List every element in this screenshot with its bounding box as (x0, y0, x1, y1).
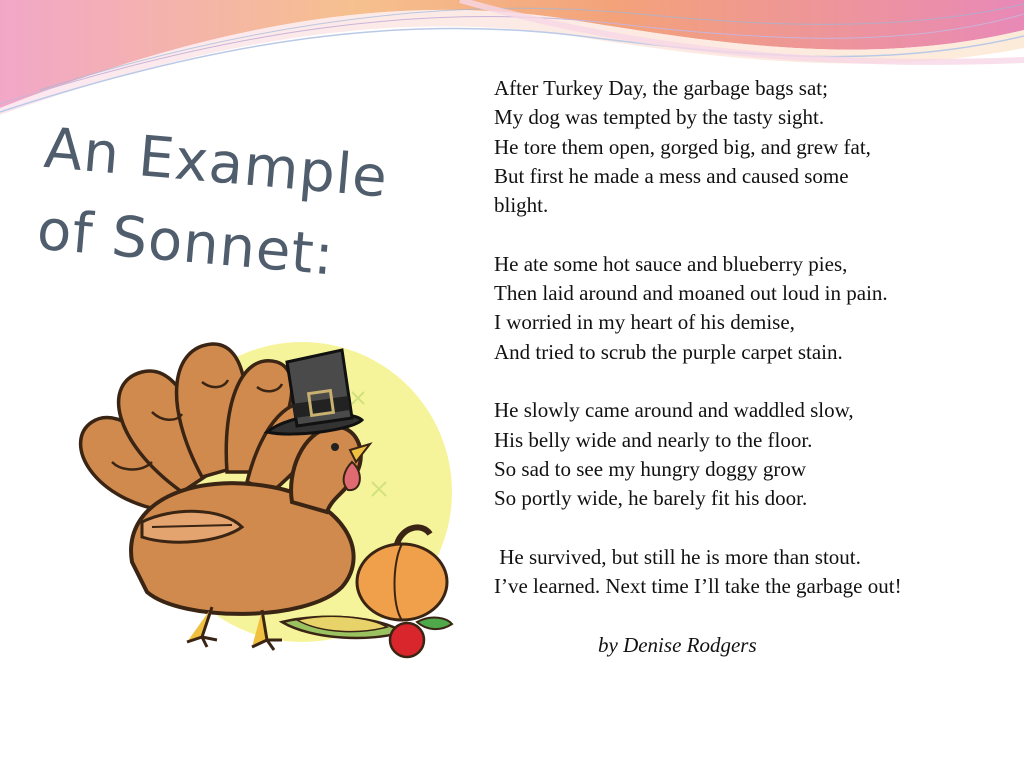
stanza-4-couplet (494, 543, 1014, 602)
poem-line: But first he made a mess and caused some (494, 163, 849, 188)
poem-line: Then laid around and moaned out loud in pain. (494, 281, 888, 306)
poem-line: He slowly came around and waddled slow, (494, 398, 854, 423)
poem-line: I’ve learned. Next time I’ll take the garbage out! (494, 574, 902, 599)
poem-line: So portly wide, he barely fit his door. (494, 486, 808, 511)
turkey-illustration (52, 322, 472, 662)
stanza-2 (494, 250, 1014, 367)
stanza-1 (494, 74, 1014, 220)
poem-line: I worried in my heart of his demise, (494, 310, 795, 335)
poem-line: He tore them open, gorged big, and grew fat, (494, 134, 871, 159)
poem-line: He survived, but still he is more than stout. (494, 544, 861, 569)
sonnet-poem (494, 74, 1014, 689)
slide-title (34, 108, 427, 304)
stanza-3 (494, 396, 1014, 513)
poem-line: He ate some hot sauce and blueberry pies, (494, 251, 848, 276)
title-line-1: An Example (41, 115, 391, 211)
poem-line: So sad to see my hungry doggy grow (494, 456, 807, 481)
poem-author-byline: by Denise Rodgers (598, 632, 757, 657)
apple-icon (390, 618, 452, 657)
title-line-2: of Sonnet: (34, 197, 337, 289)
poem-line: And tried to scrub the purple carpet stain. (494, 339, 843, 364)
poem-line: His belly wide and nearly to the floor. (494, 427, 813, 452)
poem-line: After Turkey Day, the garbage bags sat; (494, 76, 828, 100)
poem-line: blight. (494, 193, 549, 218)
poem-line: My dog was tempted by the tasty sight. (494, 105, 825, 130)
